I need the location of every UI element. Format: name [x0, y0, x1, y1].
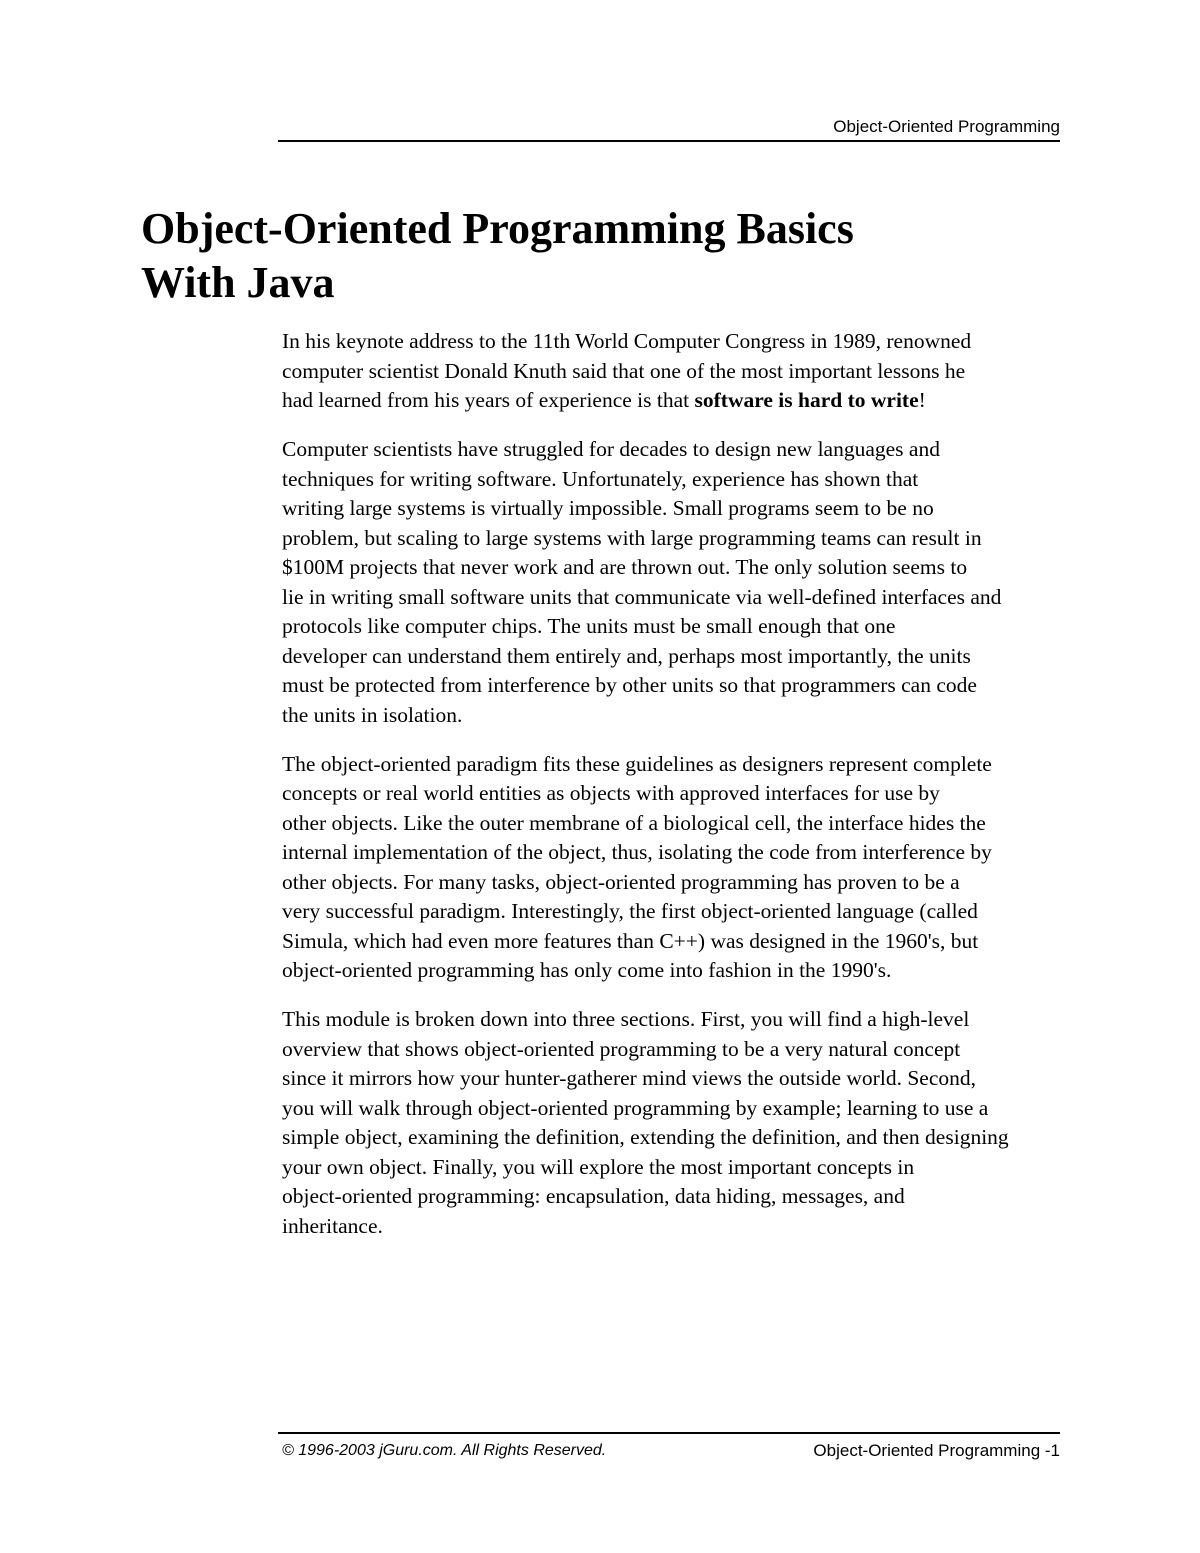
paragraph-line: Computer scientists have struggled for decades to design new languages and [282, 437, 940, 461]
paragraph-line: the units in isolation. [282, 702, 463, 727]
paragraph-line: object-oriented programming: encapsulation, data hiding, messages, and [282, 1184, 905, 1208]
paragraph-line: simple object, examining the definition, extending the definition, and then designing [282, 1125, 1009, 1149]
paragraph-line: other objects. Like the outer membrane of a biological cell, the interface hides the [282, 810, 986, 835]
paragraph-line: lie in writing small software units that communicate via well-defined interfaces and [282, 584, 1002, 609]
paragraph-line: must be protected from interference by other units so that programmers can code [282, 673, 977, 697]
paragraph-line: internal implementation of the object, thus, isolating the code from interference by [282, 840, 992, 864]
paragraph-1 [282, 327, 1072, 416]
body-text [282, 327, 1072, 1261]
running-footer [278, 1432, 1060, 1464]
paragraph-line: computer scientist Donald Knuth said that one of the most important lessons he [282, 358, 966, 383]
paragraph-line [282, 386, 1072, 416]
paragraph-line: object-oriented programming has only come into fashion in the 1990's. [282, 958, 892, 982]
paragraph-text: ! [918, 388, 926, 412]
paragraph-line: overview that shows object-oriented programming to be a very natural concept [282, 1036, 961, 1061]
page-title [141, 202, 1041, 310]
paragraph-line: problem, but scaling to large systems with large programming teams can result in [282, 525, 982, 550]
running-header-title: Object-Oriented Programming [833, 117, 1060, 136]
paragraph-line: inheritance. [282, 1213, 383, 1238]
paragraph-line: Simula, which had even more features than C++) was designed in the 1960's, but [282, 928, 979, 953]
paragraph-line: you will walk through object-oriented programming by example; learning to use a [282, 1095, 989, 1120]
paragraph-line: techniques for writing software. Unfortunately, experience has shown that [282, 466, 919, 491]
paragraph-3 [282, 750, 1072, 986]
paragraph-line: developer can understand them entirely and, perhaps most importantly, the units [282, 643, 971, 668]
paragraph-4 [282, 1005, 1072, 1241]
paragraph-line: since it mirrors how your hunter-gatherer mind views the outside world. Second, [282, 1066, 976, 1090]
paragraph-line: your own object. Finally, you will explore the most important concepts in [282, 1154, 915, 1179]
paragraph-line: very successful paradigm. Interestingly, the first object-oriented language (called [282, 899, 978, 923]
emphasis-text: software is hard to write [694, 388, 919, 412]
page-title-line-2: With Java [141, 258, 335, 307]
paragraph-line: $100M projects that never work and are thrown out. The only solution seems to [282, 555, 968, 579]
paragraph-line: writing large systems is virtually impossible. Small programs seem to be no [282, 496, 934, 520]
paragraph-2 [282, 435, 1072, 730]
paragraph-line: other objects. For many tasks, object-oriented programming has proven to be a [282, 869, 960, 894]
paragraph-text: had learned from his years of experience is that [282, 388, 695, 412]
paragraph-line: This module is broken down into three sections. First, you will find a high-level [282, 1007, 970, 1031]
paragraph-line: The object-oriented paradigm fits these guidelines as designers represent complete [282, 751, 992, 776]
page-title-line-1: Object-Oriented Programming Basics [141, 204, 854, 253]
paragraph-line: protocols like computer chips. The units must be small enough that one [282, 614, 896, 638]
running-header [278, 116, 1060, 142]
copyright-notice: © 1996-2003 jGuru.com. All Rights Reserved. [282, 1442, 607, 1459]
paragraph-line: In his keynote address to the 11th World Computer Congress in 1989, renowned [282, 329, 972, 353]
page-number-label: Object-Oriented Programming -1 [813, 1441, 1060, 1460]
paragraph-line: concepts or real world entities as objects with approved interfaces for use by [282, 781, 940, 805]
